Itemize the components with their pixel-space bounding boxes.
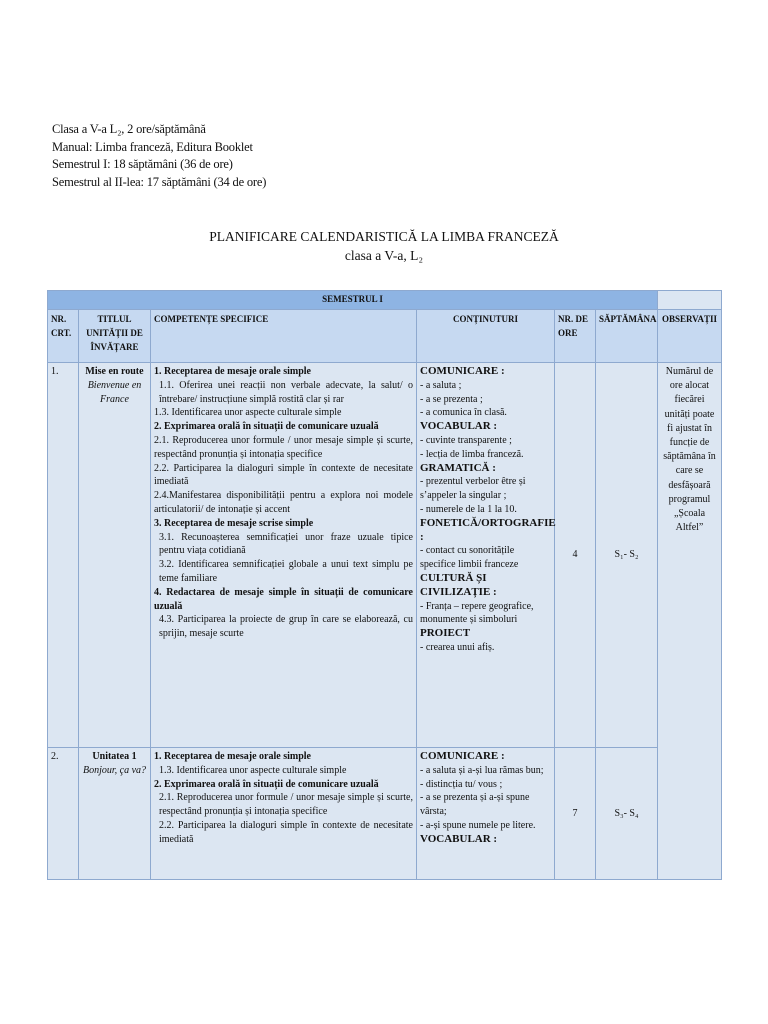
competence-item: 2.4.Manifestarea disponibilității pentru a explora noi modele articulatorii/ de intonație și accent — [154, 490, 413, 515]
competence-item: 1.3. Identificarea unor aspecte culturale simple — [159, 764, 347, 776]
competence-group: 1. Receptarea de mesaje orale simple — [154, 366, 311, 377]
unit-title-cell — [79, 363, 151, 748]
document-title — [0, 227, 768, 265]
col-header-observations: OBSERVAȚII — [658, 310, 722, 363]
competences-cell — [151, 363, 417, 748]
content-item: - a se prezenta și a-și spune vârsta; — [420, 792, 530, 818]
competence-item: 1.3. Identificarea unor aspecte culturale simple — [154, 407, 342, 419]
content-heading: FONETICĂ/ORTOGRAFIE : — [420, 516, 556, 543]
col-header-week: SĂPTĂMÂNA — [596, 310, 658, 363]
unit-subtitle: Bienvenue en France — [87, 379, 142, 405]
hours-cell: 7 — [555, 748, 596, 880]
content-heading: CULTURĂ ȘI CIVILIZAȚIE : — [420, 571, 497, 598]
planning-table — [47, 290, 722, 880]
competence-group: 4. Redactarea de mesaje simple în situații de comunicare uzuală — [154, 586, 413, 612]
competence-item: 3.2. Identificarea semnificației globale a unui text simplu pe teme familiare — [159, 559, 413, 584]
content-item: - Franța – repere geografice, monumente și simboluri — [420, 600, 534, 626]
competence-group: 3. Receptarea de mesaje scrise simple — [154, 517, 314, 529]
content-heading: VOCABULAR : — [420, 420, 498, 433]
content-item: - a se prezenta ; — [420, 393, 483, 405]
competence-item: 2.1. Reproducerea unor formule / unor mesaje simple și scurte, respectând pronunția și intonația specifice — [159, 792, 413, 818]
observations-text: Numărul de ore alocat fiecărei unități poate fi ajustat în funcție de săptămâna în care se desfășoară programul „Școala Altfel” — [663, 366, 716, 534]
unit-title-cell — [79, 748, 151, 880]
competence-group: 1. Receptarea de mesaje orale simple — [154, 751, 311, 762]
table-row — [48, 748, 722, 880]
unit-title: Mise en route — [85, 366, 144, 377]
competence-item: 4.3. Participarea la proiecte de grup în care se elaborează, cu sprijin, mesaje scurte — [159, 614, 413, 640]
competence-item: 2.2. Participarea la dialoguri simple în contexte de necesitate imediată — [159, 819, 413, 845]
content-item: - a comunica în clasă. — [420, 407, 507, 419]
table-header-row — [48, 310, 722, 363]
week-cell: S₃- S₄ — [596, 748, 658, 880]
competences-cell — [151, 748, 417, 880]
semester-1-info: Semestrul I: 18 săptămâni (36 de ore) — [52, 157, 233, 171]
title-main: PLANIFICARE CALENDARISTICĂ LA LIMBA FRANCEZĂ — [209, 229, 559, 244]
col-header-title: TITLUL UNITĂȚII DE ÎNVĂȚARE — [79, 310, 151, 363]
semester-blank-cell — [658, 291, 722, 310]
content-heading: PROIECT — [420, 627, 471, 640]
unit-subtitle: Bonjour, ça va? — [82, 764, 147, 776]
hours-cell: 4 — [555, 363, 596, 748]
content-item: - cuvinte transparente ; — [420, 434, 512, 446]
col-header-nr: NR. CRT. — [48, 310, 79, 363]
competence-item: 2.1. Reproducerea unor formule / unor mesaje simple și scurte, respectând pronunția și intonația specifice — [154, 434, 413, 460]
content-item: - distincția tu/ vous ; — [420, 778, 503, 790]
week-cell: S₁- S₂ — [596, 363, 658, 748]
document-header — [52, 121, 266, 191]
unit-title: Unitatea 1 — [92, 751, 137, 762]
contents-cell — [417, 363, 555, 748]
content-item: - contact cu sonoritățile specifice limbii franceze — [420, 545, 519, 571]
col-header-competences: COMPETENȚE SPECIFICE — [151, 310, 417, 363]
manual-info: Manual: Limba franceză, Editura Booklet — [52, 139, 253, 154]
content-heading: COMUNICARE : — [420, 750, 505, 762]
table-row — [48, 363, 722, 748]
competence-item: 2.2. Participarea la dialoguri simple în contexte de necesitate imediată — [154, 462, 413, 488]
content-item: - lecția de limba franceză. — [420, 448, 524, 460]
competence-item: 3.1. Recunoașterea semnificației unor fraze uzuale tipice pentru viața cotidiană — [159, 531, 413, 557]
content-item: - crearea unui afiș. — [420, 641, 495, 653]
contents-cell — [417, 748, 555, 880]
content-heading: COMUNICARE : — [420, 365, 505, 377]
row-number: 1. — [48, 363, 79, 748]
content-item: - a saluta ; — [420, 379, 462, 391]
content-item: - a saluta și a-și lua rămas bun; — [420, 764, 544, 776]
col-header-contents: CONȚINUTURI — [417, 310, 555, 363]
competence-group: 2. Exprimarea orală în situații de comunicare uzuală — [154, 421, 379, 433]
content-heading: GRAMATICĂ : — [420, 461, 496, 474]
class-info: Clasa a V-a L₂, 2 ore/săptămână — [52, 122, 206, 136]
content-item: - numerele de la 1 la 10. — [420, 503, 517, 515]
observations-cell — [658, 363, 722, 880]
content-item: - prezentul verbelor être și s’appeler la singular ; — [420, 476, 526, 502]
semester-label: SEMESTRUL I — [48, 291, 658, 310]
content-item: - a-și spune numele pe litere. — [420, 819, 536, 831]
col-header-hours: NR. DE ORE — [555, 310, 596, 363]
competence-item: 1.1. Oferirea unei reacții non verbale adecvate, la salut/ o întrebare/ instrucțiune simplă rostită clar și rar — [159, 379, 413, 405]
semester-2-info: Semestrul al II-lea: 17 săptămâni (34 de ore) — [52, 174, 267, 189]
content-heading: VOCABULAR : — [420, 832, 498, 845]
semester-row — [48, 291, 722, 310]
competence-group: 2. Exprimarea orală în situații de comunicare uzuală — [154, 778, 379, 790]
row-number: 2. — [48, 748, 79, 880]
title-sub: clasa a V-a, L₂ — [344, 248, 424, 263]
